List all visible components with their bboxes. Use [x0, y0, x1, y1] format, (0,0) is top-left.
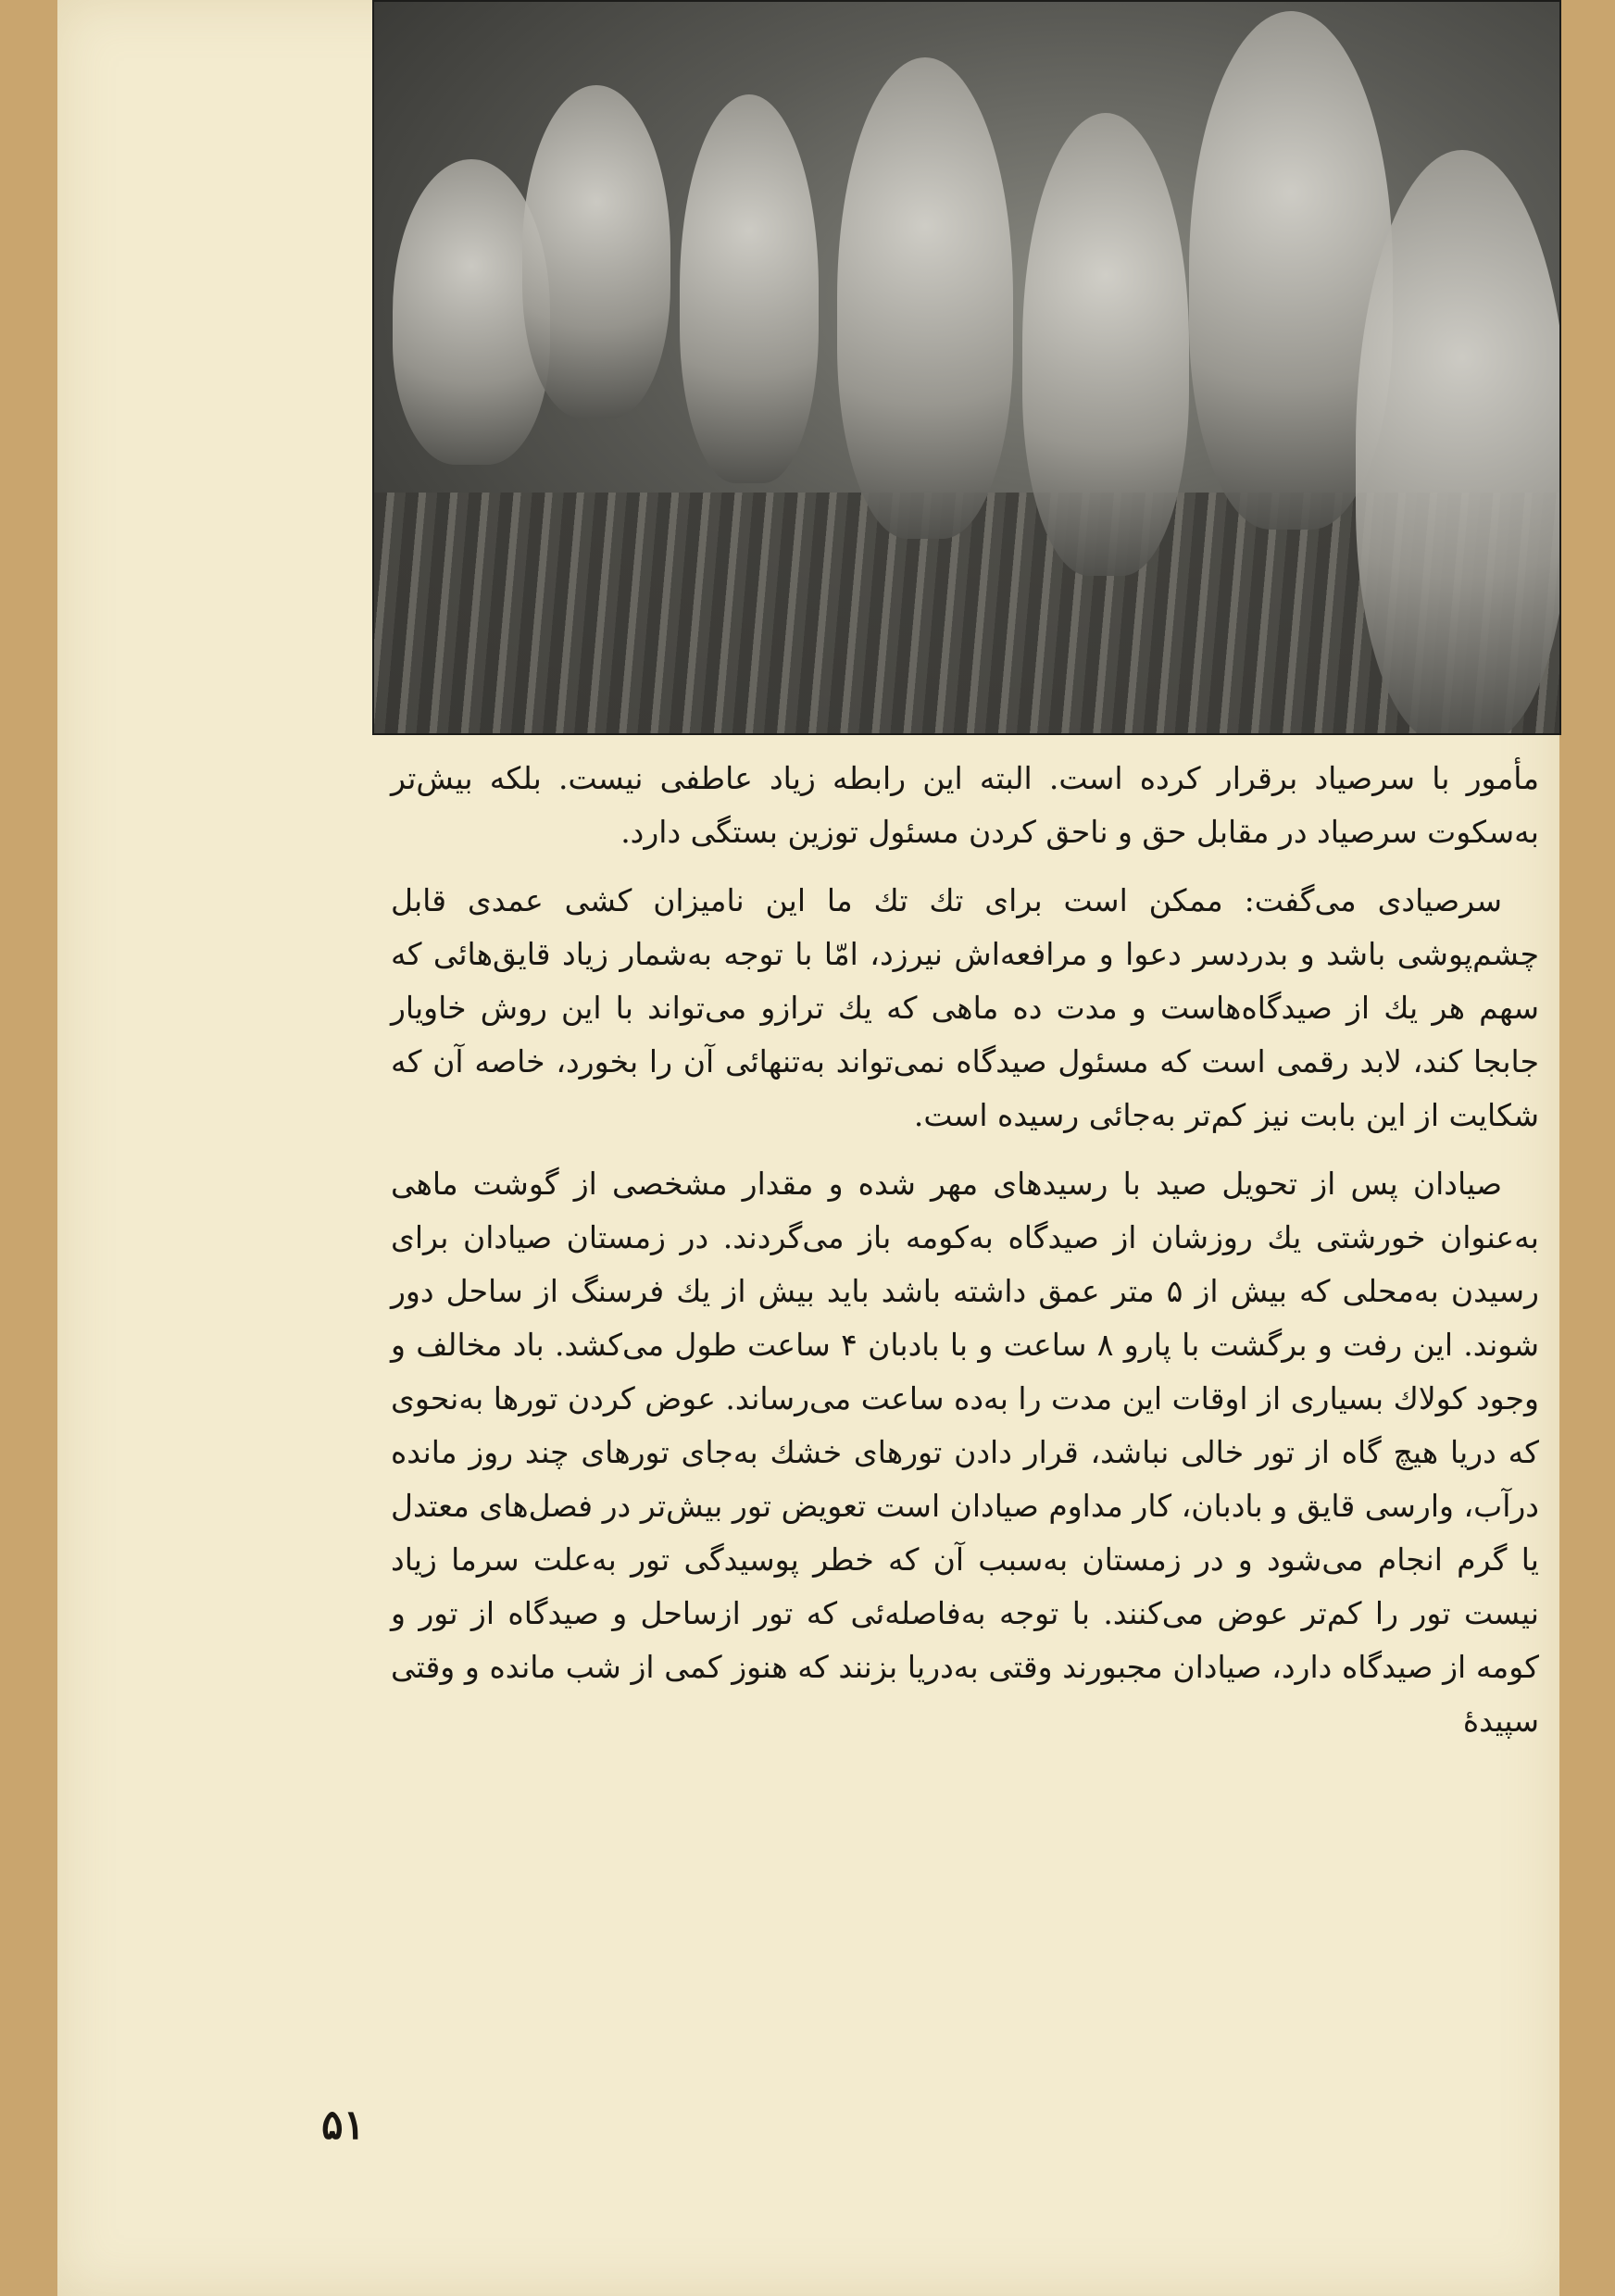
person-figure: [522, 85, 670, 418]
paragraph: مأمور با سرصیاد برقرار کرده است. البته این رابطه زیاد عاطفی نیست. بلکه بیش‌تر به‌سکوت سرصیاد در مقابل حق و ناحق کردن مسئول توزین بستگی دارد.: [391, 760, 1539, 850]
person-figure: [1022, 113, 1189, 576]
paragraph: سرصیادی می‌گفت: ممکن است برای تك تك ما این نامیزان کشی عمدی قابل چشم‌پوشی باشد و بدردسر دعوا و مرافعه‌اش نیرزد، امّا با توجه به‌شمار زیاد قایق‌هائی که سهم هر یك از صیدگاه‌هاست و مدت ده ماهی که یك ترازو می‌تواند با این روش خاویار جابجا کند، لابد رقمی است که مسئول صیدگاه نمی‌تواند به‌تنهائی آن را بخورد، خاصه آن که شکایت از این بابت نیز کم‌تر به‌جائی رسیده است.: [391, 882, 1539, 1133]
person-figure: [837, 57, 1013, 539]
person-figure: [1356, 150, 1561, 735]
page-number: ۵۱: [321, 2102, 366, 2149]
page-paper: [57, 0, 1559, 2296]
person-figure: [680, 94, 819, 483]
paragraph: صیادان پس از تحویل صید با رسیدهای مهر شده و مقدار مشخصی از گوشت ماهی به‌عنوان خورشتی یك روزشان از صیدگاه به‌کومه باز می‌گردند. در زمستان صیادان برای رسیدن به‌محلی که بیش از ۵ متر عمق داشته باشد باید بیش از یك فرسنگ از ساحل دور شوند. این رفت و برگشت با پارو ۸ ساعت و با بادبان ۴ ساعت طول می‌کشد. باد مخالف و وجود کولاك بسیاری از اوقات این مدت را به‌ده ساعت می‌رساند. عوض کردن تورها به‌نحوی که دریا هیچ گاه از تور خالی نباشد، قرار دادن تورهای خشك به‌جای تورهای چند روز مانده درآب، وارسی قایق و بادبان، کار مداوم صیادان است تعویض تور بیش‌تر در فصل‌های معتدل یا گرم انجام می‌شود و در زمستان به‌سبب آن که خطر پوسیدگی تور به‌علت سرما زیاد نیست تور را کم‌تر عوض می‌کنند. با توجه به‌فاصله‌ئی که تور ازساحل و صیدگاه از تور و کومه از صیدگاه دارد، صیادان مجبورند وقتی به‌دریا بزنند که هنوز کمی از شب مانده و وقتی سپیدهٔ: [391, 1166, 1539, 1739]
article-body: [391, 752, 1539, 1763]
fishermen-photo: [372, 0, 1561, 735]
